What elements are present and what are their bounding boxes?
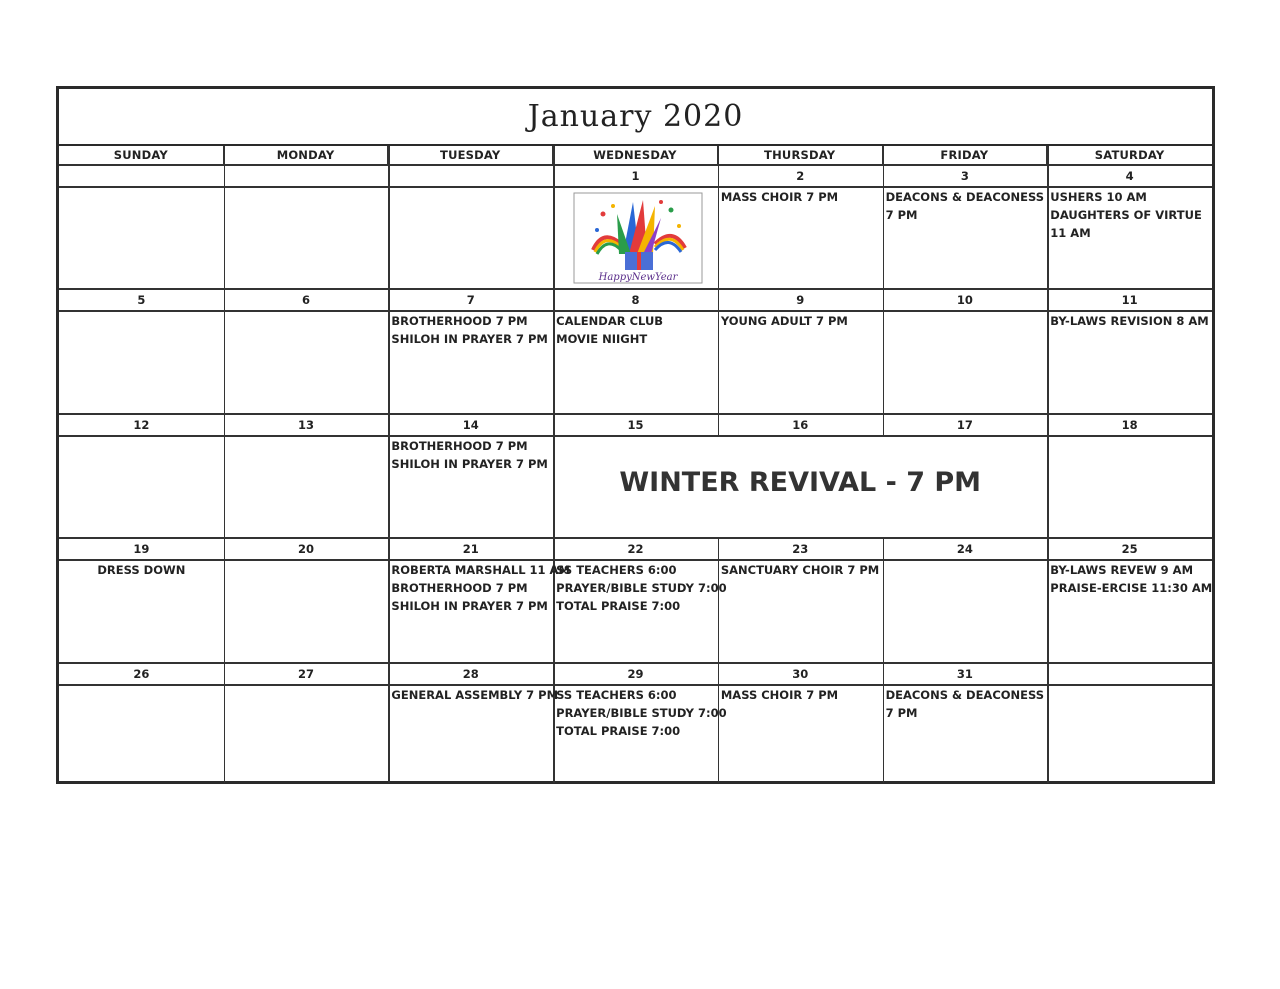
- weekday-header-tue: TUESDAY: [388, 146, 553, 164]
- calendar-grid: [59, 146, 1212, 781]
- day-number-5: 5: [137, 293, 146, 307]
- weekday-header-wed: WEDNESDAY: [553, 146, 718, 164]
- col-divider-w1-5: [883, 290, 885, 413]
- col-divider-w1-6: [1047, 290, 1049, 413]
- col-divider-w3-1: [224, 539, 226, 662]
- event-w4_fri-1: 7 PM: [885, 706, 918, 720]
- col-divider-w0-3: [553, 166, 555, 288]
- event-w0_fri-0: DEACONS & DEACONESS: [885, 190, 1045, 204]
- weekday-header-sun: SUNDAY: [59, 146, 224, 164]
- col-divider-w4-4: [718, 664, 720, 783]
- event-w4_thu-0: MASS CHOIR 7 PM: [720, 688, 839, 702]
- day-number-6: 6: [302, 293, 311, 307]
- top-col-divider-1: [224, 164, 226, 166]
- day-number-20: 20: [298, 542, 315, 556]
- event-w1_wed-0: CALENDAR CLUB: [556, 314, 664, 328]
- event-w1_wed-1: MOVIE NIIGHT: [556, 332, 648, 346]
- event-w0_sat-0: USHERS 10 AM: [1050, 190, 1147, 204]
- top-col-divider-4: [718, 164, 720, 166]
- calendar-frame: [56, 86, 1215, 784]
- col-divider-w4-2: [388, 664, 390, 783]
- day-number-25: 25: [1121, 542, 1138, 556]
- day-number-14: 14: [462, 418, 479, 432]
- event-w3_tue-2: SHILOH IN PRAYER 7 PM: [391, 599, 548, 613]
- fireworks-gift-icon: [573, 192, 703, 284]
- event-w1_tue-0: BROTHERHOOD 7 PM: [391, 314, 528, 328]
- col-divider-w1-4: [718, 290, 720, 413]
- col-divider-w2-2: [388, 415, 390, 537]
- event-w0_thu-0: MASS CHOIR 7 PM: [720, 190, 839, 204]
- day-number-8: 8: [631, 293, 640, 307]
- event-w3_thu-0: SANCTUARY CHOIR 7 PM: [720, 563, 880, 577]
- day-number-24: 24: [956, 542, 973, 556]
- col-divider-w0-5: [883, 166, 885, 288]
- day-number-13: 13: [298, 418, 315, 432]
- header-divider: [59, 164, 1212, 166]
- weekday-header-thu: THURSDAY: [718, 146, 883, 164]
- day-number-4: 4: [1125, 169, 1134, 183]
- event-w4_wed-1: PRAYER/BIBLE STUDY 7:00: [556, 706, 727, 720]
- top-col-divider-6: [1047, 164, 1049, 166]
- col-divider-w0-1: [224, 166, 226, 288]
- event-w3_wed-2: TOTAL PRAISE 7:00: [556, 599, 681, 613]
- day-number-16: 16: [792, 418, 809, 432]
- event-w3_tue-1: BROTHERHOOD 7 PM: [391, 581, 528, 595]
- week-divider-2: [59, 413, 1212, 415]
- col-divider-w4-6: [1047, 664, 1049, 783]
- event-w0_sat-1: DAUGHTERS OF VIRTUE: [1050, 208, 1202, 222]
- day-number-15: 15: [627, 418, 644, 432]
- day-number-2: 2: [796, 169, 805, 183]
- winter-revival-banner: WINTER REVIVAL - 7 PM: [619, 467, 982, 498]
- day-number-21: 21: [462, 542, 479, 556]
- header-col-divider-3: [553, 146, 555, 164]
- event-w4_fri-0: DEACONS & DEACONESS: [885, 688, 1045, 702]
- day-number-31: 31: [956, 667, 973, 681]
- weekday-header-mon: MONDAY: [224, 146, 389, 164]
- event-w1_tue-1: SHILOH IN PRAYER 7 PM: [391, 332, 548, 346]
- event-w1_thu-0: YOUNG ADULT 7 PM: [720, 314, 848, 328]
- event-w2_tue-1: SHILOH IN PRAYER 7 PM: [391, 457, 548, 471]
- event-w3_wed-0: SS TEACHERS 6:00: [556, 563, 677, 577]
- weekday-header-sat: SATURDAY: [1094, 148, 1165, 162]
- col-divider-w4-3: [553, 664, 555, 783]
- top-col-divider-2: [388, 164, 390, 166]
- day-number-11: 11: [1121, 293, 1138, 307]
- day-number-7: 7: [466, 293, 475, 307]
- col-divider-w3-2: [388, 539, 390, 662]
- col-divider-w3-5: [883, 539, 885, 662]
- event-w3_tue-0: ROBERTA MARSHALL 11 AM: [391, 563, 570, 577]
- event-w3_sun-0: DRESS DOWN: [97, 563, 186, 577]
- event-w1_sat-0: BY-LAWS REVISION 8 AM: [1050, 314, 1209, 328]
- calendar-title-bar: [59, 89, 1212, 146]
- col-divider-w1-3: [553, 290, 555, 413]
- day-number-9: 9: [796, 293, 805, 307]
- col-divider-w4-1: [224, 664, 226, 783]
- event-w4_wed-0: SS TEACHERS 6:00: [556, 688, 677, 702]
- col-divider-w0-4: [718, 166, 720, 288]
- col-divider-w4-5: [883, 664, 885, 783]
- event-w3_sat-1: PRAISE-ERCISE 11:30 AM: [1050, 581, 1213, 595]
- event-w4_wed-2: TOTAL PRAISE 7:00: [556, 724, 681, 738]
- calendar-title: January 2020: [527, 99, 744, 134]
- day-number-12: 12: [133, 418, 150, 432]
- header-col-divider-6: [1047, 146, 1049, 164]
- event-w2_tue-0: BROTHERHOOD 7 PM: [391, 439, 528, 453]
- day-number-3: 3: [960, 169, 969, 183]
- day-number-26: 26: [133, 667, 150, 681]
- day-number-23: 23: [792, 542, 809, 556]
- week-divider-3: [59, 537, 1212, 539]
- weekday-header-fri: FRIDAY: [883, 146, 1048, 164]
- header-col-divider-1: [224, 146, 226, 164]
- day-number-1: 1: [631, 169, 640, 183]
- col-divider-w2-1: [224, 415, 226, 537]
- event-w3_sat-0: BY-LAWS REVEW 9 AM: [1050, 563, 1194, 577]
- event-w0_sat-2: 11 AM: [1050, 226, 1091, 240]
- week-divider-1: [59, 288, 1212, 290]
- header-col-divider-4: [718, 146, 720, 164]
- col-divider-w2-6: [1047, 415, 1049, 537]
- day-number-10: 10: [956, 293, 973, 307]
- col-divider-w0-2: [388, 166, 390, 288]
- day-number-19: 19: [133, 542, 150, 556]
- col-divider-w1-1: [224, 290, 226, 413]
- col-divider-w3-3: [553, 539, 555, 662]
- col-divider-w3-6: [1047, 539, 1049, 662]
- day-number-18: 18: [1121, 418, 1138, 432]
- col-divider-w0-6: [1047, 166, 1049, 288]
- happy-new-year-text: HappyNewYear: [598, 272, 678, 283]
- event-w4_tue-0: GENERAL ASSEMBLY 7 PM: [391, 688, 559, 702]
- header-col-divider-2: [388, 146, 390, 164]
- top-col-divider-5: [883, 164, 885, 166]
- weekday-header-row: [59, 146, 1212, 164]
- col-divider-w3-4: [718, 539, 720, 662]
- col-divider-w1-2: [388, 290, 390, 413]
- event-w3_wed-1: PRAYER/BIBLE STUDY 7:00: [556, 581, 727, 595]
- day-number-28: 28: [462, 667, 479, 681]
- day-number-30: 30: [792, 667, 809, 681]
- top-col-divider-3: [553, 164, 555, 166]
- header-col-divider-5: [883, 146, 885, 164]
- day-number-22: 22: [627, 542, 644, 556]
- day-number-29: 29: [627, 667, 644, 681]
- day-number-17: 17: [956, 418, 973, 432]
- daynum-divider-2: [59, 435, 1212, 437]
- week-divider-4: [59, 662, 1212, 664]
- happy-new-year-image: [573, 192, 703, 288]
- event-w0_fri-1: 7 PM: [885, 208, 918, 222]
- day-number-27: 27: [298, 667, 315, 681]
